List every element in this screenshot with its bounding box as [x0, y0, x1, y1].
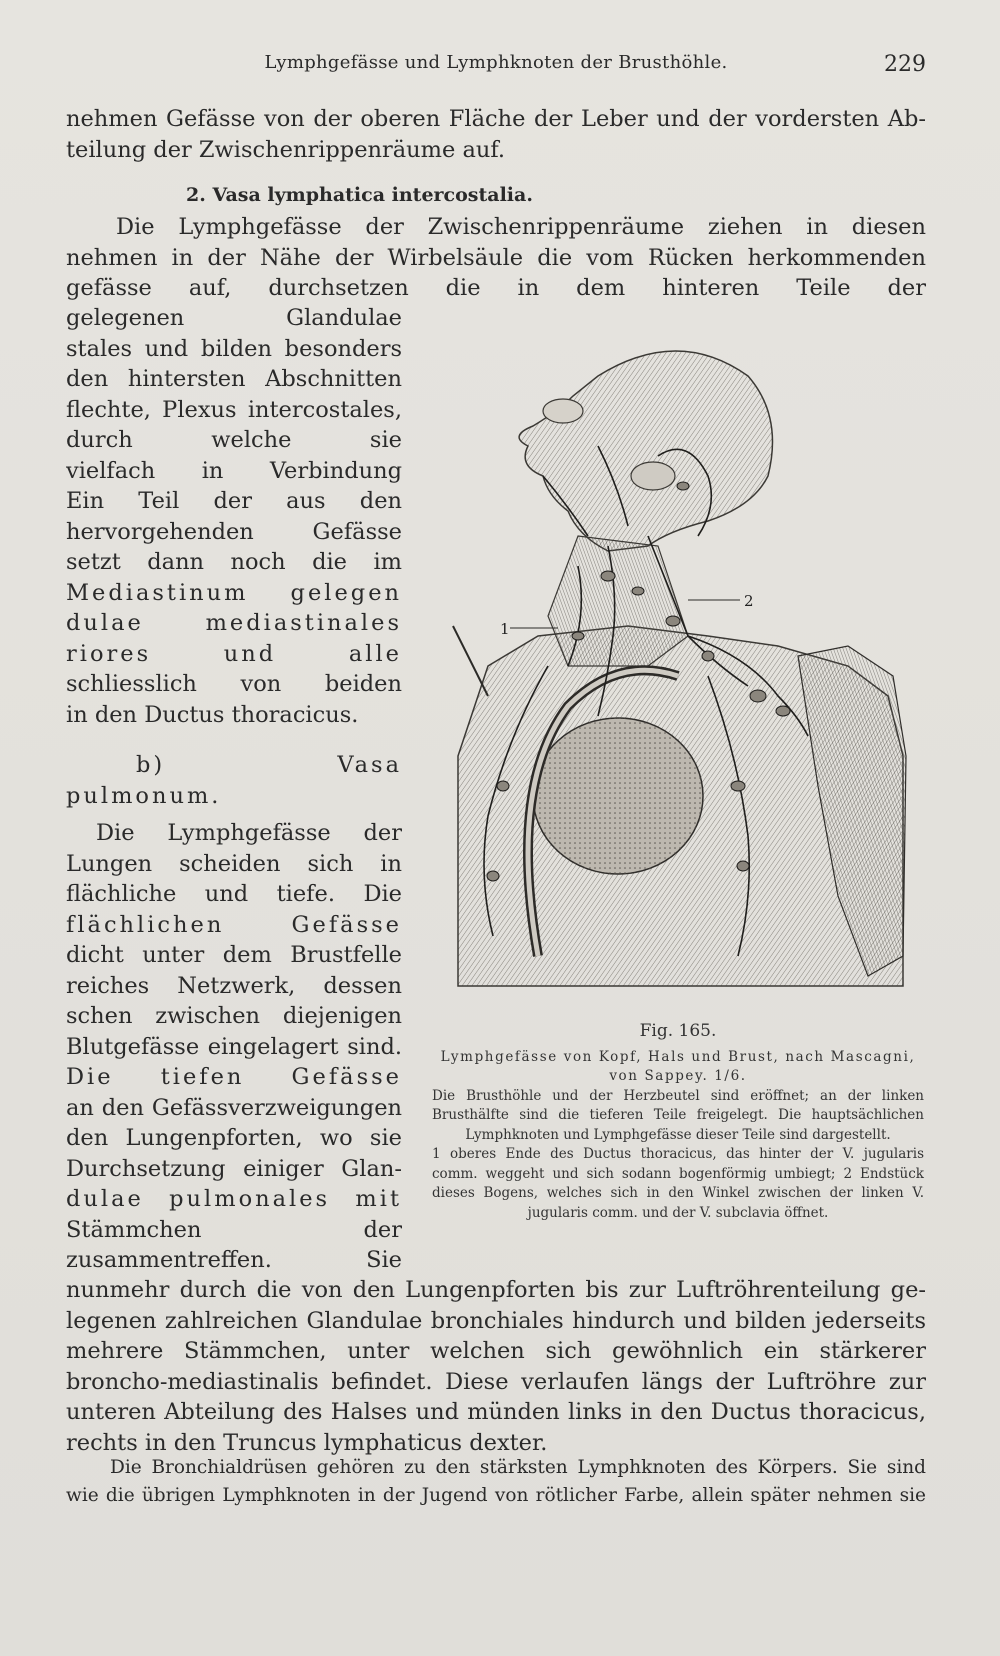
running-title: Lymphgefässe und Lymphknoten der Brusthöhle.: [264, 52, 728, 73]
section-paragraph: [66, 212, 926, 304]
anatomical-figure: [448, 336, 908, 996]
subsection-heading: [66, 750, 402, 811]
eye-shape: [543, 399, 583, 423]
text-line: gelegenen Glandulae: [66, 305, 402, 331]
text-line: mehrere Stämmchen, unter welchen sich gewöhnlich ein stärkerer: [66, 1338, 926, 1364]
page-header: [66, 52, 926, 82]
caption-line: Brusthälfte sind die tieferen Teile freigelegt. Die hauptsächlichen: [432, 1107, 924, 1123]
text-line: Die Lymphgefässe der: [96, 820, 402, 846]
text-line: nehmen in der Nähe der Wirbelsäule die vom Rücken herkommenden: [66, 244, 926, 271]
caption-line: Lymphknoten und Lymphgefässe dieser Teile sind dargestellt.: [465, 1126, 891, 1143]
caption-line: jugularis comm. und der V. subclavia öffnet.: [527, 1204, 829, 1221]
text-line: reiches Netzwerk, dessen: [66, 972, 402, 999]
small-print-paragraph: [66, 1454, 926, 1510]
text-line: unteren Abteilung des Halses und münden links in den Ductus thoracicus,: [66, 1399, 926, 1425]
text-line: dicht unter dem Brustfelle: [66, 942, 402, 968]
text-line: vielfach in Verbindung: [66, 457, 402, 484]
text-line: flächliche und tiefe. Die: [66, 881, 402, 907]
figure-number: Fig. 165.: [639, 1021, 717, 1041]
text-line: Ein Teil der aus den: [66, 488, 402, 514]
caption-line: comm. weggeht und sich sodann bogenförmig umbiegt; 2 Endstück: [432, 1165, 924, 1182]
text-line: Die Lymphgefässe der Zwischenrippenräume ziehen in diesen: [116, 214, 926, 240]
text-line: setzt dann noch die im: [66, 549, 402, 575]
text-line: Die tiefen Gefässe: [66, 1064, 402, 1090]
text-line: schliesslich von beiden: [66, 671, 402, 697]
column-paragraph: [66, 303, 402, 730]
lymph-vessels-illustration: [448, 336, 908, 996]
text-line: gefässe auf, durchsetzen die in dem hinteren Teile der: [66, 275, 926, 301]
label-2: 2: [744, 592, 754, 610]
subheading-line: pulmonum.: [66, 782, 222, 809]
text-line: Durchsetzung einiger Glan-: [66, 1155, 402, 1182]
text-line: flechte, Plexus intercostales,: [66, 396, 402, 423]
text-line: legenen zahlreichen Glandulae bronchiales hindurch und bilden jederseits: [66, 1307, 926, 1334]
neck-shape: [548, 536, 688, 666]
page-number: 229: [884, 52, 926, 77]
text-line: in den Ductus thoracicus.: [66, 701, 359, 728]
caption-line: 1 oberes Ende des Ductus thoracicus, das hinter der V. jugularis: [432, 1146, 924, 1162]
text-line: den hintersten Abschnitten: [66, 366, 402, 392]
text-line: stales und bilden besonders: [66, 335, 402, 362]
text-line: riores und alle: [66, 640, 402, 667]
text-line: schen zwischen diejenigen: [66, 1003, 402, 1029]
heart-texture: [533, 718, 703, 874]
text-line: dulae pulmonales mit: [66, 1186, 402, 1212]
text-line: Blutgefässe eingelagert sind.: [66, 1033, 402, 1060]
text-line: hervorgehenden Gefässe: [66, 518, 402, 545]
text-line: an den Gefässverzweigungen: [66, 1094, 402, 1121]
probe-shape: [453, 626, 488, 696]
figure-caption: [432, 1022, 924, 1223]
text-line: Mediastinum gelegen: [66, 579, 402, 606]
caption-line: dieses Bogens, welches sich in den Winkel zwischen der linken V.: [432, 1185, 924, 1201]
figure-title-line: von Sappey. 1/6.: [609, 1068, 747, 1084]
text-line: dulae mediastinales: [66, 610, 402, 636]
text-line: flächlichen Gefässe: [66, 911, 402, 938]
caption-line: Die Brusthöhle und der Herzbeutel sind eröffnet; an der linken: [432, 1087, 924, 1104]
text-line: Lungen scheiden sich in: [66, 850, 402, 877]
intro-paragraph: [66, 104, 926, 165]
lung-paragraph: [66, 818, 402, 1276]
text-line: teilung der Zwischenrippenräume auf.: [66, 136, 506, 163]
text-line: Stämmchen der: [66, 1216, 402, 1243]
text-line: nehmen Gefässe von der oberen Fläche der Leber und der vordersten Ab-: [66, 106, 926, 132]
small-text-line: wie die übrigen Lymphknoten in der Jugend von rötlicher Farbe, allein später nehmen sie: [66, 1485, 926, 1506]
ear-shape: [631, 462, 675, 490]
text-line: zusammentreffen. Sie: [66, 1247, 402, 1273]
head-shape: [519, 351, 772, 551]
text-line: nunmehr durch die von den Lungenpforten bis zur Luftröhrenteilung ge-: [66, 1277, 926, 1303]
closing-paragraph: [66, 1275, 926, 1458]
text-line: broncho-mediastinalis befindet. Diese verlaufen längs der Luftröhre zur: [66, 1368, 926, 1395]
subheading-line: b) Vasa: [136, 752, 402, 778]
small-text-line: Die Bronchialdrüsen gehören zu den stärksten Lymphknoten des Körpers. Sie sind: [110, 1457, 926, 1478]
text-line: den Lungenpforten, wo sie: [66, 1125, 402, 1151]
figure-title-line: Lymphgefässe von Kopf, Hals und Brust, nach Mascagni,: [440, 1048, 916, 1065]
label-1: 1: [500, 620, 510, 638]
text-line: durch welche sie: [66, 427, 402, 453]
text-line: rechts in den Truncus lymphaticus dexter.: [66, 1429, 548, 1456]
section-heading: 2. Vasa lymphatica intercostalia.: [186, 184, 533, 206]
